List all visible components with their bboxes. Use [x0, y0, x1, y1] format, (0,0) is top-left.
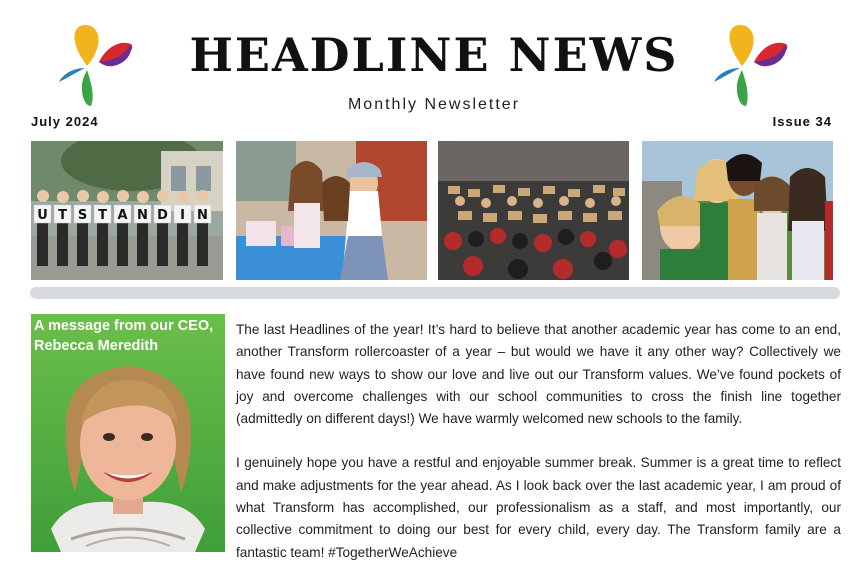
sign-letter: N — [197, 208, 208, 223]
sign-letter: D — [157, 208, 168, 223]
sign-letter: I — [180, 208, 185, 223]
section-divider — [30, 287, 840, 299]
sign-letter: N — [137, 208, 148, 223]
sign-letter: T — [58, 208, 67, 223]
issue-number: Issue 34 — [772, 114, 832, 129]
ceo-message-heading: A message from our CEO, Rebecca Meredith — [34, 318, 214, 354]
ceo-message-panel — [31, 314, 225, 552]
article-body — [236, 319, 841, 586]
issue-date: July 2024 — [31, 114, 99, 129]
photo-pupils-sign — [31, 141, 223, 280]
newsletter-subtitle: Monthly Newsletter — [347, 96, 521, 113]
photo-smiling-pupils — [642, 141, 833, 280]
sign-letter: A — [117, 208, 128, 223]
article-paragraph: The last Headlines of the year! It’s hard to believe that another academic year has come to an end, another Transform rollercoaster of a year – but would we have it any other way? Collectively we have found new ways to show our love and live out our Transform values. We’ve found pockets of joy and overcome challenges with our school communities to cross the finish line together (admittedly on different days!) We have warmly welcomed new schools to the family. — [236, 322, 841, 427]
newsletter-title: HEADLINE NEWS — [189, 28, 679, 82]
sign-letter: T — [98, 208, 107, 223]
photo-market-stall — [236, 141, 427, 280]
photo-assembly-hall — [438, 141, 629, 280]
sign-letter: S — [77, 208, 88, 223]
article-paragraph: I genuinely hope you have a restful and enjoyable summer break. Summer is a great time to reflect and make adjustments for the year ahead. As I look back over the last academic year, I am proud of what Transform has accomplished, our professionalism as a staff, and most importantly, our collective commitment to doing our best for every child, every day. The Transform family are a fantastic team! #TogetherWeAchieve — [236, 455, 841, 560]
sign-letter: U — [37, 208, 48, 223]
